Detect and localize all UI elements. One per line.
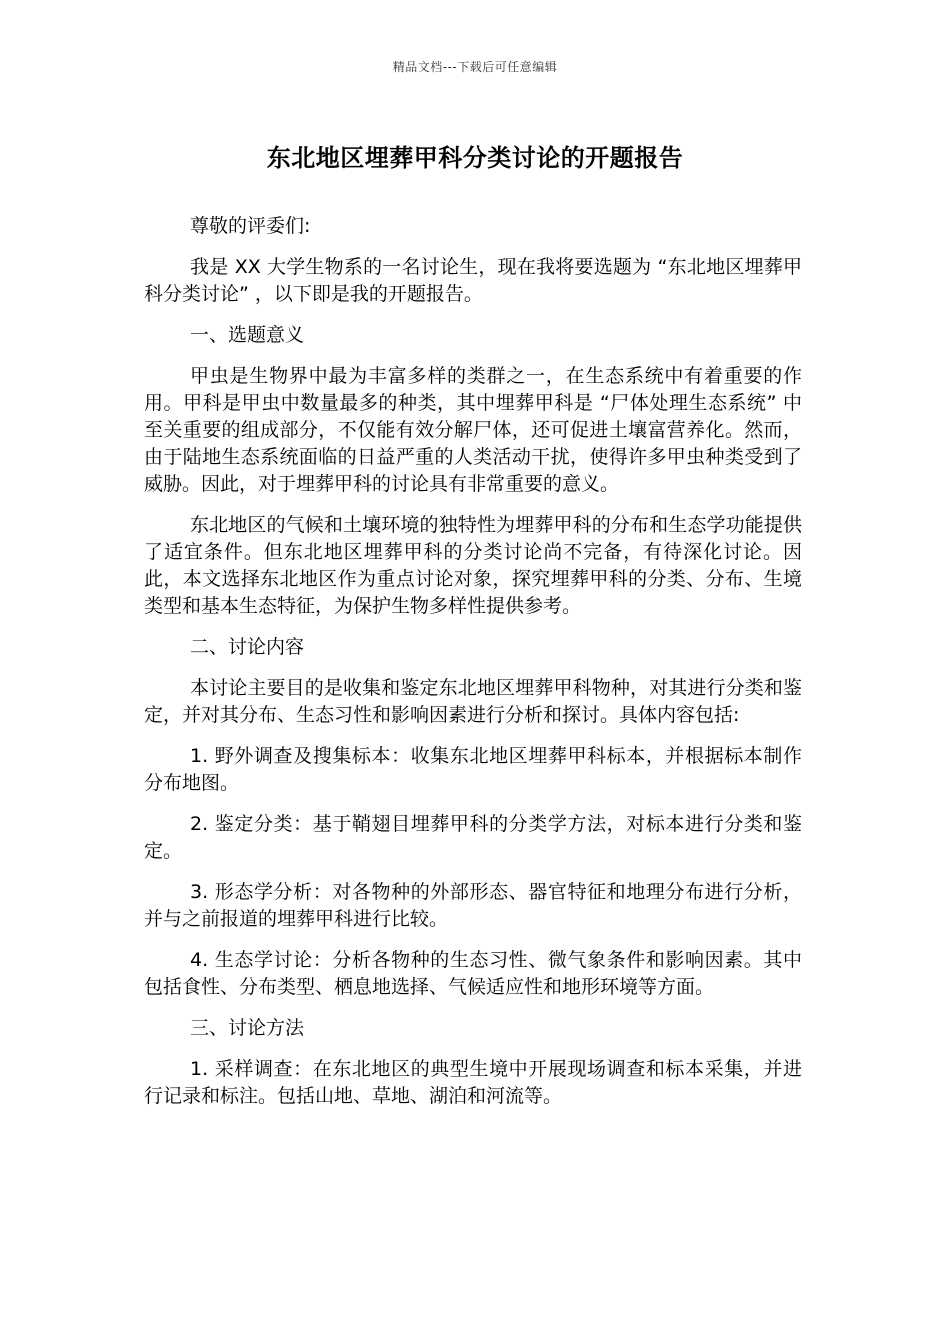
significance-paragraph-2: 东北地区的气候和土壤环境的独特性为埋葬甲科的分布和生态学功能提供了适宜条件。但东北地区埋葬甲科的分类讨论尚不完备，有待深化讨论。因此，本文选择东北地区作为重点讨论对象，探究埋葬甲科的分类、分布、生境类型和基本生态特征，为保护生物多样性提供参考。 (144, 514, 802, 617)
content-item-2: 2. 鉴定分类：基于鞘翅目埋葬甲科的分类学方法，对标本进行分类和鉴定。 (144, 813, 802, 862)
content-paragraph: 本讨论主要目的是收集和鉴定东北地区埋葬甲科物种，对其进行分类和鉴定，并对其分布、生态习性和影响因素进行分析和探讨。具体内容包括: (144, 677, 802, 726)
significance-paragraph-1: 甲虫是生物界中最为丰富多样的类群之一，在生态系统中有着重要的作用。甲科是甲虫中数量最多的种类，其中埋葬甲科是 “尸体处理生态系统” 中至关重要的组成部分，不仅能有效分解尸体，还可促进土壤富营养化。然而，由于陆地生态系统面临的日益严重的人类活动干扰，使得许多甲虫种类受到了威胁。因此，对于埋葬甲科的讨论具有非常重要的意义。 (144, 365, 802, 495)
header-note: 精品文档---下载后可任意编辑 (392, 60, 558, 74)
content-item-4: 4. 生态学讨论：分析各物种的生态习性、微气象条件和影响因素。其中包括食性、分布类型、栖息地选择、气候适应性和地形环境等方面。 (144, 949, 802, 998)
content-item-3: 3. 形态学分析：对各物种的外部形态、器官特征和地理分布进行分析，并与之前报道的埋葬甲科进行比较。 (144, 881, 802, 930)
section-heading-methods: 三、讨论方法 (190, 1017, 305, 1039)
section-heading-significance: 一、选题意义 (190, 324, 305, 346)
document-title: 东北地区埋葬甲科分类讨论的开题报告 (266, 144, 684, 172)
intro-paragraph: 我是 XX 大学生物系的一名讨论生，现在我将要选题为 “东北地区埋葬甲科分类讨论” ，以下即是我的开题报告。 (144, 256, 802, 305)
methods-item-1: 1. 采样调查：在东北地区的典型生境中开展现场调查和标本采集，并进行记录和标注。包括山地、草地、湖泊和河流等。 (144, 1058, 802, 1107)
content-item-1: 1. 野外调查及搜集标本：收集东北地区埋葬甲科标本，并根据标本制作分布地图。 (144, 745, 802, 794)
section-heading-content: 二、讨论内容 (190, 636, 305, 658)
salutation: 尊敬的评委们: (190, 215, 311, 237)
document-body (144, 213, 802, 1124)
